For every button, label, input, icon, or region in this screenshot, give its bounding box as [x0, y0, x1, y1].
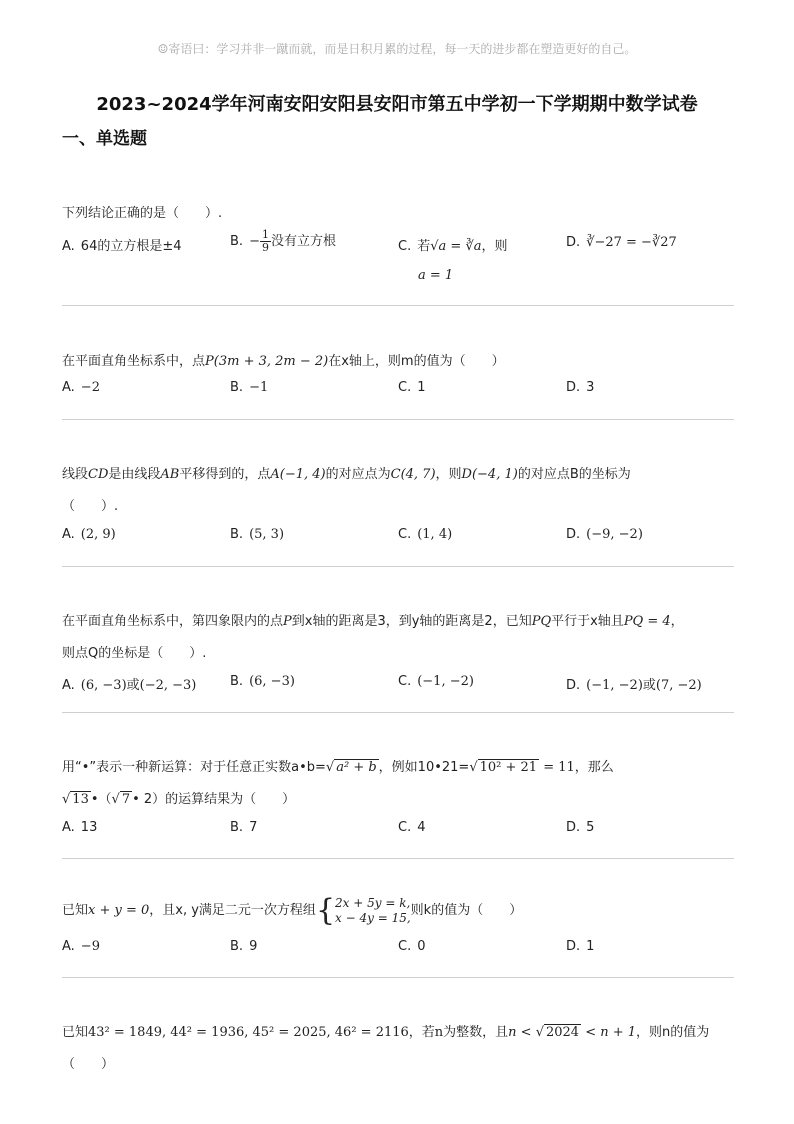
option-label: B. — [230, 820, 244, 835]
option-text: 没有立方根 — [270, 234, 336, 249]
question-stem-continuation — [62, 788, 295, 807]
option-text: 5 — [586, 820, 595, 835]
fraction-numerator: 1 — [261, 228, 269, 241]
stem-text: 则k的值为（ ） — [410, 903, 523, 918]
option-text: 0 — [417, 939, 426, 954]
stem-text: ，则n的值为 — [636, 1025, 710, 1040]
option-text: (−9, −2) — [586, 527, 643, 542]
option-b[interactable] — [230, 820, 257, 835]
option-label: C. — [398, 939, 412, 954]
option-text: 3 — [586, 380, 595, 395]
stem-math: CD — [88, 467, 109, 482]
option-d[interactable] — [566, 820, 594, 835]
option-d[interactable] — [566, 235, 677, 250]
stem-text: = 11，那么 — [539, 760, 614, 775]
stem-math: AB — [160, 467, 180, 482]
option-label: A. — [62, 678, 75, 693]
option-label: B. — [230, 380, 244, 395]
question-stem — [62, 350, 505, 369]
option-c[interactable] — [398, 235, 507, 254]
stem-math: x + y = 0 — [88, 903, 150, 918]
option-label: B. — [230, 527, 244, 542]
radical-sign: √ — [469, 760, 478, 775]
option-label: C. — [398, 820, 412, 835]
stem-text: •（ — [90, 792, 112, 807]
stem-text: ，且x, y满足二元一次方程组 — [149, 903, 316, 918]
radicand: 7 — [121, 792, 131, 807]
option-label: D. — [566, 820, 581, 835]
option-a[interactable] — [62, 939, 100, 954]
stem-math: n < — [508, 1025, 536, 1040]
question-stem — [62, 890, 522, 932]
option-text: −9 — [80, 939, 100, 954]
section-heading: 一、单选题 — [62, 129, 147, 149]
radical-sign: √ — [62, 792, 71, 807]
radicand: 13 — [72, 792, 89, 807]
equation-2: x − 4y = 15, — [335, 910, 411, 925]
fraction-denominator: 9 — [261, 241, 269, 254]
option-text: (2, 9) — [80, 527, 116, 542]
option-label: A. — [62, 380, 75, 395]
option-text: 1 — [586, 939, 595, 954]
option-d[interactable] — [566, 527, 643, 542]
question-stem-continuation: （ ） — [62, 1057, 115, 1072]
stem-text: ， — [670, 614, 684, 629]
stem-text: 的对应点B的坐标为 — [517, 467, 631, 482]
stem-math: PQ — [531, 614, 552, 629]
option-label: B. — [230, 674, 244, 689]
option-label: B. — [230, 234, 244, 249]
option-text: 4 — [417, 820, 426, 835]
option-label: D. — [566, 527, 581, 542]
option-c-continuation: a = 1 — [418, 268, 454, 283]
option-label: C. — [398, 527, 412, 542]
stem-math: PQ = 4 — [623, 614, 671, 629]
option-a[interactable] — [62, 380, 100, 395]
stem-text: 是由线段 — [108, 467, 161, 482]
option-text: ，则 — [481, 239, 508, 254]
option-math: √a = ∛a — [430, 239, 482, 254]
option-text: (−1, −2)或(7, −2) — [586, 678, 702, 693]
stem-text: 平行于x轴且 — [551, 614, 624, 629]
stem-math: < n + 1 — [581, 1025, 637, 1040]
option-text: −2 — [80, 380, 100, 395]
option-text: −1 — [249, 380, 269, 395]
option-text: (5, 3) — [249, 527, 285, 542]
option-text: (6, −3)或(−2, −3) — [80, 678, 197, 693]
option-text: 9 — [249, 939, 258, 954]
option-b[interactable] — [230, 674, 295, 689]
exam-title: 2023~2024学年河南安阳安阳县安阳市第五中学初一下学期期中数学试卷 — [96, 94, 698, 115]
option-d[interactable] — [566, 380, 594, 395]
option-c[interactable] — [398, 674, 474, 689]
option-text: 若 — [417, 239, 431, 254]
divider — [62, 566, 734, 567]
question-stem-continuation: 则点Q的坐标是（ ）. — [62, 646, 207, 661]
divider — [62, 712, 734, 713]
option-text: (−1, −2) — [417, 674, 474, 689]
divider — [62, 305, 734, 306]
option-a[interactable] — [62, 674, 196, 693]
option-d[interactable] — [566, 939, 594, 954]
option-c[interactable] — [398, 527, 452, 542]
equation-system — [335, 896, 411, 926]
stem-text: 在平面直角坐标系中，点 — [62, 354, 206, 369]
radicand: 2024 — [545, 1025, 580, 1040]
stem-text: • 2）的运算结果为（ ） — [132, 792, 296, 807]
divider — [62, 858, 734, 859]
stem-text: 用“•”表示一种新运算：对于任意正实数a•b= — [62, 760, 326, 775]
radical-sign: √ — [535, 1025, 544, 1040]
stem-text: ，例如10•21= — [378, 760, 470, 775]
divider — [62, 419, 734, 420]
option-label: C. — [398, 380, 412, 395]
question-stem — [62, 756, 614, 775]
stem-math: P(3m + 3, 2m − 2) — [205, 354, 329, 369]
minus-sign: − — [249, 234, 260, 249]
option-text: (1, 4) — [417, 527, 453, 542]
option-a[interactable] — [62, 820, 97, 835]
stem-text: 到x轴的距离是3，到y轴的距离是2，已知 — [291, 614, 532, 629]
question-stem: 下列结论正确的是（ ）. — [62, 206, 223, 221]
stem-text: 在平面直角坐标系中，第四象限内的点 — [62, 614, 284, 629]
option-b[interactable] — [230, 527, 284, 542]
option-label: C. — [398, 674, 412, 689]
option-c[interactable] — [398, 820, 426, 835]
option-label: A. — [62, 820, 75, 835]
fraction — [260, 229, 271, 254]
option-b[interactable] — [230, 939, 257, 954]
option-label: D. — [566, 939, 581, 954]
stem-math: D(−4, 1) — [461, 467, 518, 482]
option-label: D. — [566, 380, 581, 395]
question-stem-continuation: （ ）. — [62, 499, 119, 514]
question-stem — [62, 1021, 709, 1040]
divider — [62, 977, 734, 978]
stem-text: 平移得到的，点 — [179, 467, 271, 482]
option-a[interactable] — [62, 235, 182, 254]
option-c[interactable] — [398, 939, 426, 954]
option-text: 64的立方根是±4 — [80, 239, 182, 254]
radical-sign: √ — [111, 792, 120, 807]
option-text: 7 — [249, 820, 258, 835]
equation-1: 2x + 5y = k, — [335, 895, 411, 910]
left-brace: { — [315, 892, 336, 928]
option-label: A. — [62, 239, 75, 254]
option-a[interactable] — [62, 527, 116, 542]
radicand: 10² + 21 — [479, 760, 538, 775]
motto-header: ☺寄语曰：学习并非一蹴而就，而是日积月累的过程，每一天的进步都在塑造更好的自己。 — [157, 42, 637, 56]
stem-math: C(4, 7) — [390, 467, 436, 482]
stem-text: 在x轴上，则m的值为（ ） — [328, 354, 505, 369]
option-text: (6, −3) — [249, 674, 295, 689]
option-label: B. — [230, 939, 244, 954]
option-label: D. — [566, 235, 581, 250]
stem-text: 已知 — [62, 903, 89, 918]
option-b[interactable] — [230, 229, 336, 254]
option-label: C. — [398, 239, 412, 254]
option-b[interactable] — [230, 380, 268, 395]
stem-text: 的对应点为 — [325, 467, 391, 482]
option-label: A. — [62, 527, 75, 542]
option-text: 1 — [417, 380, 426, 395]
option-text: 13 — [80, 820, 98, 835]
option-math: ∛−27 = −∛27 — [586, 235, 677, 250]
option-label: A. — [62, 939, 75, 954]
option-c[interactable] — [398, 380, 426, 395]
stem-text: 已知43² = 1849, 44² = 1936, 45² = 2025, 46² = 2116，若n为整数，且 — [62, 1025, 509, 1040]
question-stem — [62, 610, 684, 629]
stem-math: P — [283, 614, 292, 629]
option-d[interactable] — [566, 674, 702, 693]
stem-text: ，则 — [435, 467, 462, 482]
radicand: a² + b — [336, 760, 377, 775]
question-stem — [62, 463, 631, 482]
option-label: D. — [566, 678, 581, 693]
radical-sign: √ — [325, 760, 335, 775]
stem-math: A(−1, 4) — [270, 467, 326, 482]
stem-text: 线段 — [62, 467, 89, 482]
